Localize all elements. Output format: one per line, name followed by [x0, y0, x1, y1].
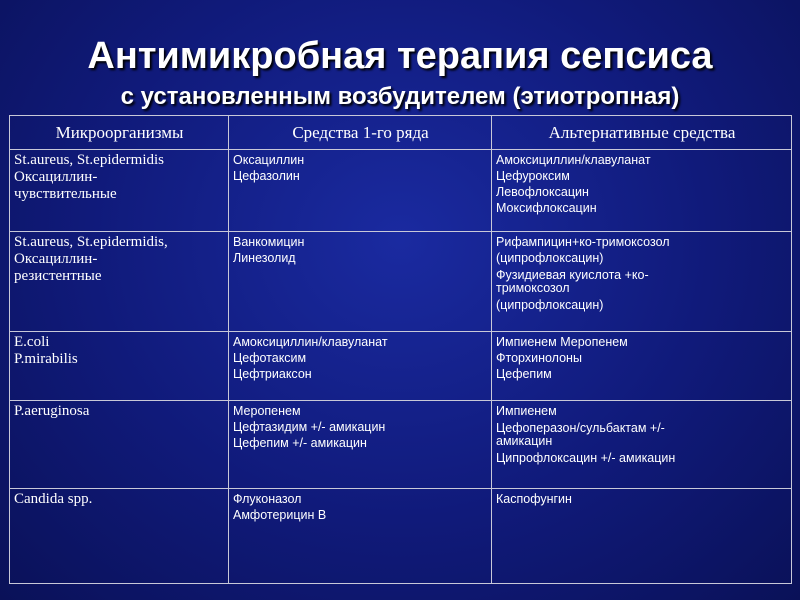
cell-line: Candida spp.: [14, 491, 93, 507]
cell-line: Ципрофлоксацин +/- амикацин: [496, 451, 676, 465]
header-first-line: Средства 1-го ряда: [229, 116, 492, 150]
cell-line: Оксациллин-: [14, 169, 98, 185]
cell-line: Цефуроксим: [496, 169, 570, 183]
table-row: [10, 150, 792, 232]
cell-alternatives: [492, 489, 792, 584]
cell-microorganism: [10, 332, 229, 401]
cell-line: St.aureus, St.epidermidis,: [14, 234, 168, 250]
table-row: [10, 401, 792, 489]
slide-title: Антимикробная терапия сепсиса: [87, 35, 713, 77]
cell-first-line: [229, 232, 492, 332]
cell-line: Ванкомицин: [233, 235, 305, 249]
cell-first-line: [229, 332, 492, 401]
cell-line: чувствительные: [14, 186, 117, 202]
cell-line: Левофлоксацин: [496, 185, 589, 199]
cell-microorganism: [10, 232, 229, 332]
cell-line: (ципрофлоксацин): [496, 251, 604, 265]
cell-alternatives: [492, 401, 792, 489]
cell-line: тримоксозол: [496, 281, 570, 295]
cell-line: St.aureus, St.epidermidis: [14, 152, 164, 168]
cell-line: P.mirabilis: [14, 351, 78, 367]
cell-line: Фузидиевая куислота +ко-: [496, 268, 649, 282]
cell-line: Каспофунгин: [496, 492, 572, 506]
cell-line: Линезолид: [233, 251, 296, 265]
cell-line: E.coli: [14, 334, 50, 350]
cell-line: Импиенем Меропенем: [496, 335, 628, 349]
cell-alternatives: [492, 232, 792, 332]
cell-first-line: [229, 489, 492, 584]
slide-subtitle: с установленным возбудителем (этиотропная): [120, 83, 680, 110]
cell-line: Моксифлоксацин: [496, 201, 597, 215]
cell-alternatives: [492, 150, 792, 232]
cell-line: Амоксициллин/клавуланат: [233, 335, 388, 349]
cell-line: Импиенем: [496, 404, 557, 418]
cell-line: Фторхинолоны: [496, 351, 582, 365]
cell-line: Цефазолин: [233, 169, 300, 183]
cell-microorganism: [10, 401, 229, 489]
therapy-table: [9, 115, 792, 584]
cell-first-line: [229, 401, 492, 489]
cell-line: Цефотаксим: [233, 351, 307, 365]
cell-line: Цефепим +/- амикацин: [233, 436, 367, 450]
cell-line: Амфотерицин В: [233, 508, 327, 522]
table-row: [10, 489, 792, 584]
cell-line: Меропенем: [233, 404, 301, 418]
cell-line: резистентные: [14, 268, 102, 284]
cell-line: Рифампицин+ко-тримоксозол: [496, 235, 670, 249]
header-alternatives: Альтернативные средства: [492, 116, 792, 150]
cell-alternatives: [492, 332, 792, 401]
table-header-row: [10, 116, 792, 150]
cell-microorganism: [10, 489, 229, 584]
cell-line: Цефепим: [496, 367, 552, 381]
header-microorganisms: Микроорганизмы: [10, 116, 229, 150]
cell-first-line: [229, 150, 492, 232]
cell-line: Цефоперазон/сульбактам +/-: [496, 421, 665, 435]
cell-line: Флуконазол: [233, 492, 302, 506]
cell-line: Оксациллин: [233, 153, 305, 167]
table-row: [10, 332, 792, 401]
cell-line: Цефтазидим +/- амикацин: [233, 420, 386, 434]
cell-line: P.aeruginosa: [14, 403, 90, 419]
cell-line: (ципрофлоксацин): [496, 298, 604, 312]
cell-line: амикацин: [496, 434, 553, 448]
cell-microorganism: [10, 150, 229, 232]
cell-line: Оксациллин-: [14, 251, 98, 267]
cell-line: Амоксициллин/клавуланат: [496, 153, 651, 167]
table-row: [10, 232, 792, 332]
cell-line: Цефтриаксон: [233, 367, 312, 381]
